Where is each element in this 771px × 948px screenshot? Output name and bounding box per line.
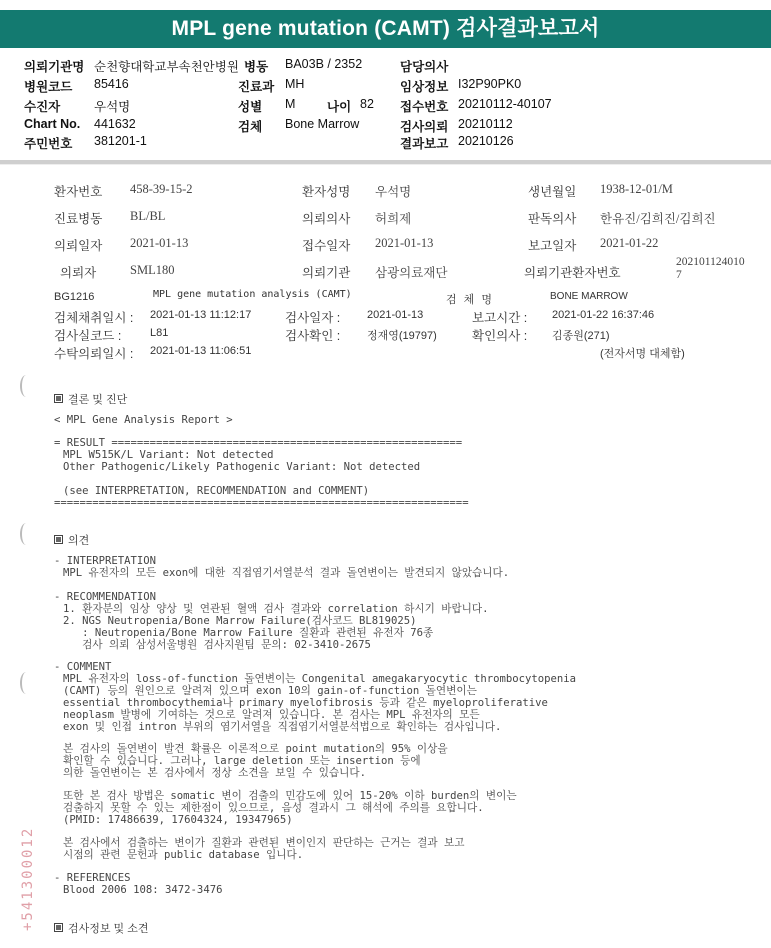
ward-label: 병동: [244, 60, 269, 74]
patient-name-label: 수진자: [24, 100, 61, 114]
confirm-doctor-label: 확인의사 :: [472, 329, 528, 343]
clinical-info-value: I32P90PK0: [458, 77, 522, 91]
report-date-cell: [400, 134, 514, 152]
test-code: BG1216: [54, 291, 95, 303]
received-time-label: 수탁의뢰일시 :: [54, 347, 134, 361]
reading-doctor-value: 한유진/김희진/김희진: [600, 212, 716, 226]
test-info-section-heading: [54, 920, 149, 936]
sex-label: 성별: [238, 100, 263, 114]
clinic-ward-label: 진료병동: [54, 212, 103, 226]
see-note: (see INTERPRETATION, RECOMMENDATION and COMMENT): [63, 485, 370, 497]
dept-cell: [238, 77, 305, 95]
request-date-label: 검사의뢰: [400, 120, 449, 134]
binder-hole: [20, 672, 32, 694]
collect-time-value: 2021-01-13 11:12:17: [150, 309, 252, 321]
recommendation-1: 1. 환자분의 임상 양상 및 연관된 혈액 검사 결과와 correlation 하시기 바랍니다.: [63, 603, 489, 615]
comment-line: MPL 유전자의 loss-of-function 돌연변이는 Congenital amegakaryocytic thrombocytopenia: [63, 673, 577, 685]
comment-line: 시점의 관련 문헌과 public database 입니다.: [63, 849, 304, 861]
header-row-5: [24, 134, 147, 152]
square-bullet-icon: [54, 394, 63, 403]
header-row-4: [24, 117, 136, 131]
test-info-section-title: 검사정보 및 소견: [68, 923, 149, 935]
report-date2-label: 보고일자: [528, 239, 577, 253]
test-date-label: 검사일자 :: [285, 311, 341, 325]
comment-line: 본 검사의 돌연변이 발견 확률은 이론적으로 point mutation의 95% 이상을: [63, 743, 448, 755]
opinion-section-title: 의견: [68, 535, 90, 547]
clinical-info-label: 임상정보: [400, 80, 449, 94]
opinion-section-heading: [54, 532, 89, 548]
patient-fullname-value: 우석명: [375, 185, 412, 199]
interpretation-heading: - INTERPRETATION: [54, 555, 157, 567]
comment-line: 검출하지 못할 수 있는 제한점이 있으므로, 음성 결과시 그 해석에 주의를 요합니다.: [63, 802, 484, 814]
confirm-doctor-value: 김종원(271): [552, 330, 610, 342]
report-date2-value: 2021-01-22: [600, 236, 659, 250]
report-time-label: 보고시간 :: [472, 311, 528, 325]
accession-label: 접수번호: [400, 100, 449, 114]
doctor-cell: [400, 57, 448, 75]
collect-time-label: 검체채취일시 :: [54, 311, 134, 325]
lab-code-value: L81: [150, 327, 169, 339]
test-name: MPL gene mutation analysis (CAMT): [153, 289, 352, 300]
requesting-org-value: 삼광의료재단: [375, 266, 448, 280]
recommendation-2: 2. NGS Neutropenia/Bone Marrow Failure(검사코드 BL819025): [63, 615, 417, 627]
esign-note: (전자서명 대체함): [600, 348, 685, 360]
checker-value: 정재영(19797): [367, 330, 437, 342]
patient-fullname-label: 환자성명: [302, 185, 351, 199]
ward-cell: [244, 57, 363, 75]
doctor-label: 담당의사: [400, 60, 449, 74]
requesting-org-label: 의뢰기관: [302, 266, 351, 280]
patient-no-label: 환자번호: [54, 185, 103, 199]
referring-doctor-value: 허희제: [375, 212, 412, 226]
accession-cell: [400, 97, 552, 115]
chart-no-label: Chart No.: [24, 117, 81, 131]
variant-1: MPL W515K/L Variant: Not detected: [63, 449, 274, 461]
specimen-label: 검체: [238, 120, 263, 134]
sex-cell: [238, 97, 296, 115]
requester-value: SML180: [130, 263, 175, 277]
specimen-cell: [238, 117, 360, 135]
received-time-value: 2021-01-13 11:06:51: [150, 345, 252, 357]
recommendation-4: 검사 의뢰 삼성서울병원 검사지원팀 문의: 02-3410-2675: [63, 639, 371, 651]
hospital-name-label: 의뢰기관명: [24, 60, 85, 74]
patient-no-value: 458-39-15-2: [130, 182, 193, 196]
accession-value: 20210112-40107: [458, 97, 552, 111]
interpretation-text: MPL 유전자의 모든 exon에 대한 직접염기서열분석 결과 돌연변이는 발견되지 않았습니다.: [63, 567, 510, 579]
report-date-label: 결과보고: [400, 137, 449, 151]
comment-line: 의한 돌연변이는 본 검사에서 정상 소견을 보일 수 있습니다.: [63, 767, 367, 779]
comment-line: exon 및 인접 intron 부위의 염기서열을 직접염기서열분석법으로 확인하는 검사입니다.: [63, 721, 502, 733]
age-label: 나이: [327, 100, 352, 114]
referring-doctor-label: 의뢰의사: [302, 212, 351, 226]
birthdate-label: 생년월일: [528, 185, 577, 199]
age-cell: [327, 97, 374, 115]
request-date-cell: [400, 117, 513, 135]
result-line: = RESULT =======================================================: [54, 437, 463, 449]
comment-line: (PMID: 17486639, 17604324, 19347965): [63, 814, 293, 826]
vertical-stamp-number: +541300012: [20, 826, 36, 932]
comment-line: essential thrombocythemia나 primary myelofibrosis 등과 같은 myeloproliferative: [63, 697, 548, 709]
reading-doctor-label: 판독의사: [528, 212, 577, 226]
comment-line: 본 검사에서 검출하는 변이가 질환과 관련된 변이인지 판단하는 근거는 결과 보고: [63, 837, 465, 849]
clinic-ward-value: BL/BL: [130, 209, 166, 223]
square-bullet-icon: [54, 535, 63, 544]
ward-value: BA03B / 2352: [285, 57, 363, 71]
age-value: 82: [360, 97, 374, 111]
header-row-1: [24, 57, 239, 75]
result-end-line: =================================================================: [54, 497, 469, 509]
hospital-code-label: 병원코드: [24, 80, 73, 94]
resident-no-label: 주민번호: [24, 137, 73, 151]
specimen-value: Bone Marrow: [285, 117, 360, 131]
birthdate-value: 1938-12-01/M: [600, 182, 673, 196]
hospital-name-value: 순천향대학교부속천안병원: [94, 60, 239, 74]
dept-value: MH: [285, 77, 305, 91]
comment-line: (CAMT) 등의 원인으로 알려져 있으며 exon 10의 gain-of-function 돌연변이는: [63, 685, 477, 697]
result-section-heading: [54, 391, 127, 407]
org-patient-no-value: 202101124010 7: [676, 256, 745, 281]
specimen-name-value: BONE MARROW: [550, 291, 628, 302]
specimen-name-label: 검 체 명: [446, 294, 494, 306]
requester-label: 의뢰자: [60, 266, 97, 280]
checker-label: 검사확인 :: [285, 329, 341, 343]
lab-code-label: 검사실코드 :: [54, 329, 122, 343]
reference-1: Blood 2006 108: 3472-3476: [63, 884, 223, 896]
request-date-value: 20210112: [458, 117, 513, 131]
binder-hole: [20, 375, 32, 397]
report-time-value: 2021-01-22 16:37:46: [552, 309, 655, 321]
comment-heading: - COMMENT: [54, 661, 112, 673]
recommendation-3: : Neutropenia/Bone Marrow Failure 질환과 관련된 유전자 76종: [63, 627, 434, 639]
patient-name-value: 우석명: [94, 100, 131, 114]
comment-line: 또한 본 검사 방법은 somatic 변이 검출의 민감도에 있어 15-20% 이하 burden의 변이는: [63, 790, 517, 802]
report-title: MPL gene mutation (CAMT) 검사결과보고서: [0, 10, 771, 48]
test-date-value: 2021-01-13: [367, 309, 424, 321]
org-patient-no-label: 의뢰기관환자번호: [524, 266, 621, 280]
binder-hole: [20, 523, 32, 545]
recommendation-heading: - RECOMMENDATION: [54, 591, 157, 603]
sex-value: M: [285, 97, 296, 111]
references-heading: - REFERENCES: [54, 872, 131, 884]
resident-no-value: 381201-1: [94, 134, 147, 148]
header-row-3: [24, 97, 131, 115]
header-divider-shadow: [0, 164, 771, 165]
variant-2: Other Pathogenic/Likely Pathogenic Variant: Not detected: [63, 461, 421, 473]
comment-line: neoplasm 발병에 기여하는 것으로 알려져 있습니다. 본 검사는 MPL 유전자의 모든: [63, 709, 480, 721]
order-date-label: 의뢰일자: [54, 239, 103, 253]
result-section-title: 결론 및 진단: [68, 394, 128, 406]
report-date-value: 20210126: [458, 134, 514, 148]
chart-no-value: 441632: [94, 117, 136, 131]
order-date-value: 2021-01-13: [130, 236, 189, 250]
hospital-code-value: 85416: [94, 77, 129, 91]
receipt-date-label: 접수일자: [302, 239, 351, 253]
comment-line: 확인할 수 있습니다. 그러나, large deletion 또는 insertion 등에: [63, 755, 421, 767]
header-row-2: [24, 77, 129, 95]
report-name: < MPL Gene Analysis Report >: [54, 414, 233, 426]
clinical-info-cell: [400, 77, 522, 95]
dept-label: 진료과: [238, 80, 275, 94]
receipt-date-value: 2021-01-13: [375, 236, 434, 250]
